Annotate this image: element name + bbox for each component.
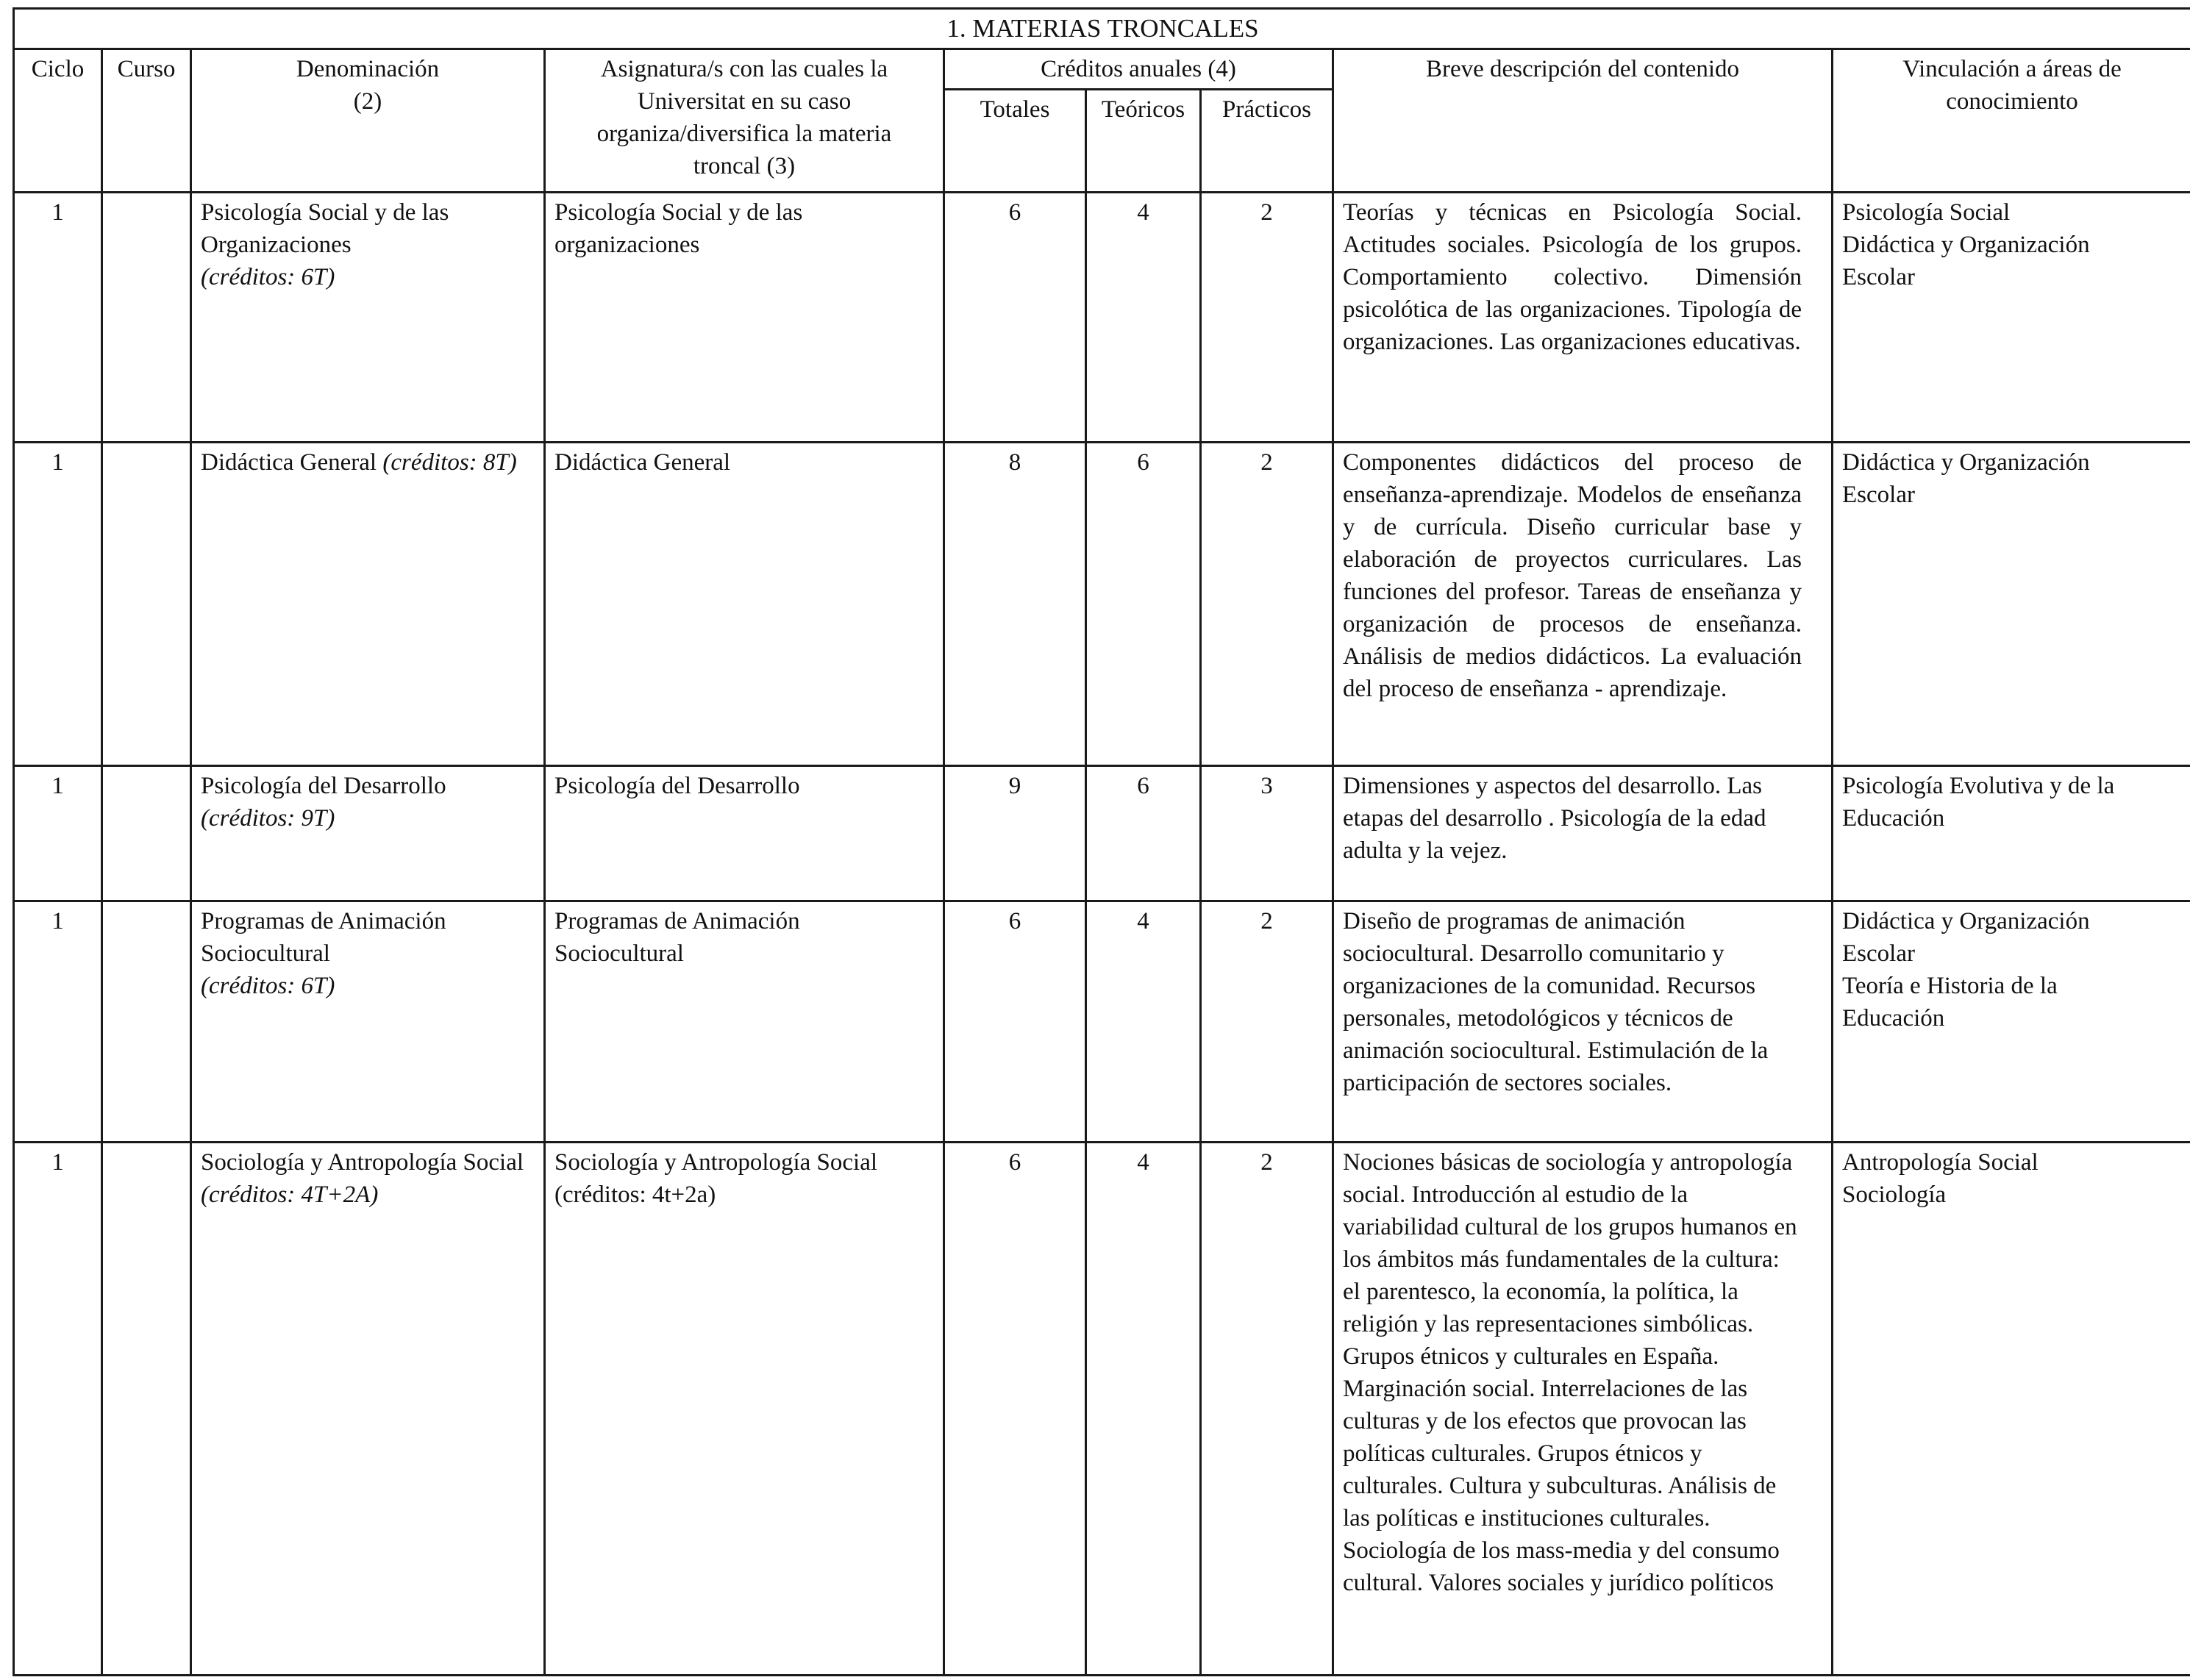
header-denominacion-note: (2) (353, 88, 382, 115)
header-vinculacion: Vinculación a áreas de conocimiento (1833, 49, 2190, 193)
cell-curso (102, 1143, 191, 1676)
cell-curso (102, 443, 191, 766)
area-item: Educación (1842, 1005, 1945, 1032)
cell-descripcion: Teorías y técnicas en Psicología Social. Actitudes sociales. Psicología de los grupos. Comportamiento colectivo. Dimensión psicolótica de las organizaciones. Tipología de organizaciones. Las organizaciones educativas. (1333, 193, 1833, 443)
materias-troncales-table (13, 7, 2190, 1676)
cell-asignatura: Didáctica General (545, 443, 944, 766)
cell-areas (1833, 443, 2190, 766)
cell-teoricos: 4 (1086, 901, 1201, 1143)
area-item: Escolar (1842, 940, 1915, 967)
cell-curso (102, 193, 191, 443)
cell-ciclo: 1 (14, 193, 102, 443)
area-item: Psicología Social (1842, 199, 2011, 226)
cell-totales: 8 (944, 443, 1086, 766)
cell-practicos: 3 (1201, 766, 1333, 901)
cell-teoricos: 6 (1086, 443, 1201, 766)
area-item: Sociología (1842, 1182, 1947, 1208)
cell-asignatura: Psicología del Desarrollo (545, 766, 944, 901)
table-row (14, 1143, 2190, 1676)
denominacion-text: Psicología Social y de las Organizaciones (201, 199, 449, 258)
table-row (14, 766, 2190, 901)
cell-descripcion: Nociones básicas de sociología y antropología social. Introducción al estudio de la variabilidad cultural de los grupos humanos en los ámbitos más fundamentales de la cultura: el parentesco, la economía, la política, la religión y las representaciones simbólicas. Grupos étnicos y culturales en España. Marginación social. Interrelaciones de las culturas y de los efectos que provocan las políticas culturales. Grupos étnicos y culturales. Cultura y subculturas. Análisis de las políticas e instituciones culturales. Sociología de los mass-media y del consumo cultural. Valores sociales y jurídico políticos (1333, 1143, 1833, 1676)
asignatura-note: (créditos: 4t+2a) (554, 1182, 716, 1208)
cell-denominacion (191, 193, 545, 443)
cell-totales: 6 (944, 1143, 1086, 1676)
header-teoricos: Teóricos (1086, 90, 1201, 193)
cell-areas (1833, 1143, 2190, 1676)
creditos-note: (créditos: 6T) (201, 264, 335, 290)
header-curso: Curso (102, 49, 191, 193)
cell-ciclo: 1 (14, 766, 102, 901)
cell-ciclo: 1 (14, 1143, 102, 1676)
header-descripcion: Breve descripción del contenido (1333, 49, 1833, 193)
cell-curso (102, 766, 191, 901)
cell-totales: 6 (944, 901, 1086, 1143)
cell-totales: 6 (944, 193, 1086, 443)
table-title: 1. MATERIAS TRONCALES (14, 9, 2190, 49)
cell-denominacion (191, 1143, 545, 1676)
header-denominacion-label: Denominación (296, 56, 440, 82)
cell-teoricos: 4 (1086, 193, 1201, 443)
denominacion-text: Didáctica General (201, 449, 377, 476)
area-item: Didáctica y Organización (1842, 232, 2090, 258)
cell-ciclo: 1 (14, 901, 102, 1143)
area-item: Antropología Social (1842, 1149, 2039, 1176)
cell-asignatura (545, 1143, 944, 1676)
header-asignatura: Asignatura/s con las cuales la Universitat en su caso organiza/diversifica la materia troncal (3) (545, 49, 944, 193)
cell-teoricos: 4 (1086, 1143, 1201, 1676)
table-row (14, 443, 2190, 766)
cell-denominacion (191, 766, 545, 901)
area-item: Educación (1842, 805, 1945, 832)
creditos-note: (créditos: 4T+2A) (201, 1182, 379, 1208)
cell-teoricos: 6 (1086, 766, 1201, 901)
cell-practicos: 2 (1201, 1143, 1333, 1676)
cell-asignatura: Psicología Social y de las organizaciones (545, 193, 944, 443)
denominacion-text: Sociología y Antropología Social (201, 1149, 524, 1176)
cell-curso (102, 901, 191, 1143)
cell-denominacion (191, 443, 545, 766)
area-item: Didáctica y Organización (1842, 449, 2090, 476)
creditos-note: (créditos: 6T) (201, 973, 335, 999)
area-item: Didáctica y Organización (1842, 908, 2090, 934)
cell-practicos: 2 (1201, 443, 1333, 766)
table-row (14, 901, 2190, 1143)
cell-areas (1833, 193, 2190, 443)
cell-descripcion: Componentes didácticos del proceso de enseñanza-aprendizaje. Modelos de enseñanza y de currícula. Diseño curricular base y elaboración de proyectos curriculares. Las funciones del profesor. Tareas de enseñanza y organización de procesos de enseñanza. Análisis de medios didácticos. La evaluación del proceso de enseñanza - aprendizaje. (1333, 443, 1833, 766)
asignatura-text: Sociología y Antropología Social (554, 1149, 878, 1176)
creditos-note: (créditos: 9T) (201, 805, 335, 832)
header-totales: Totales (944, 90, 1086, 193)
cell-areas (1833, 766, 2190, 901)
header-creditos: Créditos anuales (4) (944, 49, 1333, 90)
cell-descripcion: Dimensiones y aspectos del desarrollo. Las etapas del desarrollo . Psicología de la edad adulta y la vejez. (1333, 766, 1833, 901)
area-item: Psicología Evolutiva y de la (1842, 773, 2115, 799)
table-row (14, 193, 2190, 443)
area-item: Teoría e Historia de la (1842, 973, 2058, 999)
cell-asignatura: Programas de Animación Sociocultural (545, 901, 944, 1143)
area-item: Escolar (1842, 264, 1915, 290)
denominacion-text: Psicología del Desarrollo (201, 773, 446, 799)
cell-practicos: 2 (1201, 901, 1333, 1143)
area-item: Escolar (1842, 482, 1915, 508)
cell-descripcion: Diseño de programas de animación sociocultural. Desarrollo comunitario y organizaciones de la comunidad. Recursos personales, metodológicos y técnicos de animación sociocultural. Estimulación de la participación de sectores sociales. (1333, 901, 1833, 1143)
cell-totales: 9 (944, 766, 1086, 901)
denominacion-text: Programas de Animación Sociocultural (201, 908, 446, 967)
cell-areas (1833, 901, 2190, 1143)
cell-ciclo: 1 (14, 443, 102, 766)
cell-practicos: 2 (1201, 193, 1333, 443)
cell-denominacion (191, 901, 545, 1143)
header-denominacion (191, 49, 545, 193)
header-practicos: Prácticos (1201, 90, 1333, 193)
header-ciclo: Ciclo (14, 49, 102, 193)
creditos-note: (créditos: 8T) (382, 449, 517, 476)
